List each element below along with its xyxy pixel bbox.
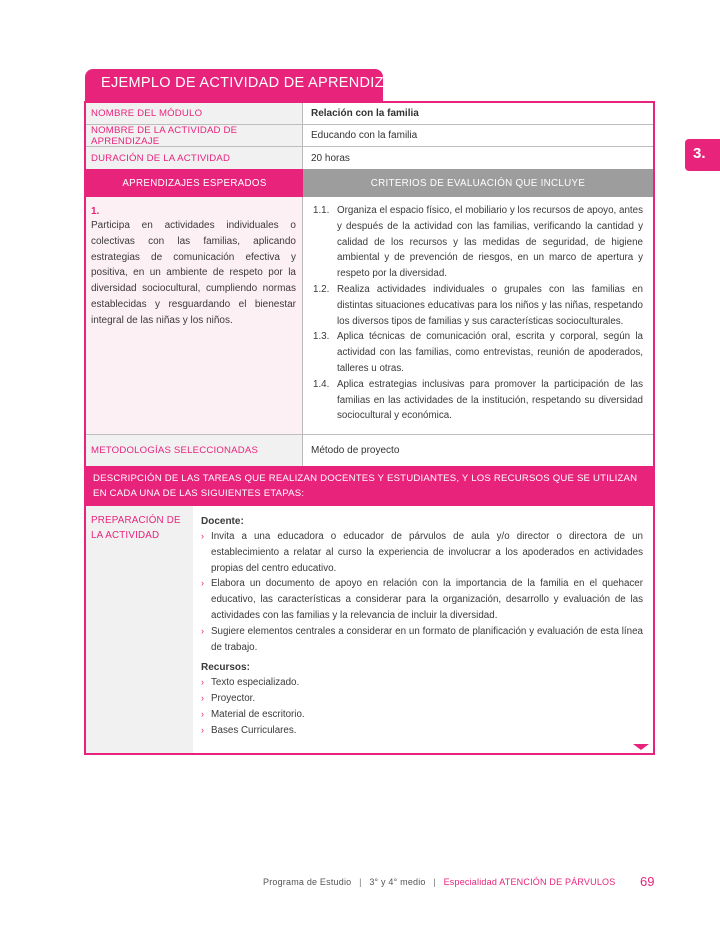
info-label: NOMBRE DE LA ACTIVIDAD DE APRENDIZAJE (86, 125, 303, 146)
info-value: Educando con la familia (311, 130, 418, 141)
footer-separator: | (359, 877, 362, 887)
criterio-number: 1.1. (313, 205, 330, 216)
recurso-item: › Proyector. (201, 691, 643, 707)
docente-item: › Elabora un documento de apoyo en relación con la importancia de la familia en el quehacer educativo, las características a considerar para la organización, desarrollo y evaluación de las actividades con las familias y la relevancia de incluir la diversidad. (201, 576, 643, 623)
aprendizajes-header: APRENDIZAJES ESPERADOS (86, 169, 303, 197)
recurso-item: › Texto especializado. (201, 675, 643, 691)
criterio-number: 1.3. (313, 331, 330, 343)
footer-program: Programa de Estudio (263, 877, 352, 887)
criterio-number: 1.4. (313, 378, 330, 390)
footer-specialty: Especialidad ATENCIÓN DE PÁRVULOS (443, 877, 616, 887)
aprendizaje-cell (86, 197, 303, 434)
info-row-module (86, 103, 653, 125)
recurso-item: › Material de escritorio. (201, 707, 643, 723)
docente-item: › Invita a una educadora o educador de párvulos de aula y/o director o directora de un establecimiento a relatar al curso la experiencia de involucrar a los apoderados en actividades propias del centro educativo. (201, 529, 643, 576)
descripcion-header: DESCRIPCIÓN DE LAS TAREAS QUE REALIZAN DOCENTES Y ESTUDIANTES, Y LOS RECURSOS QUE SE UTILIZAN EN CADA UNA DE LAS SIGUIENTES ETAPAS: (86, 466, 653, 506)
criterio-item (313, 282, 643, 329)
aprendizaje-number: 1. (91, 206, 100, 217)
criterio-number: 1.2. (313, 283, 330, 295)
footer-separator: | (433, 877, 436, 887)
preparacion-label: PREPARACIÓN DE LA ACTIVIDAD (86, 506, 193, 753)
metodologia-label: METODOLOGÍAS SELECCIONADAS (86, 435, 303, 466)
metodologia-row (86, 435, 653, 466)
criterios-header: CRITERIOS DE EVALUACIÓN QUE INCLUYE (303, 169, 653, 197)
criterio-item (313, 377, 643, 424)
info-row-activity (86, 125, 653, 147)
chevron-right-icon: › (201, 693, 204, 704)
criterio-text: Aplica técnicas de comunicación oral, escrita y corporal, según la actividad con las familias, como entrevistas, reunión de apoderados, talleres u otras. (337, 331, 643, 374)
criterio-item (313, 329, 643, 376)
docente-item: › Sugiere elementos centrales a considerar en un formato de planificación y evaluación de esta línea de trabajo. (201, 624, 643, 656)
page-number: 69 (640, 874, 655, 889)
chapter-tab: 3. (685, 139, 720, 171)
recurso-item: › Bases Curriculares. (201, 723, 643, 739)
criterio-text: Realiza actividades individuales o grupales con las familias en distintas situaciones educativas para los niños y las niñas, respetando los diversos tipos de familias y sus características socioculturales. (337, 283, 643, 327)
chevron-right-icon: › (201, 625, 204, 636)
docente-title: Docente: (201, 516, 244, 527)
criterio-item (313, 203, 643, 282)
footer-grade: 3° y 4° medio (369, 877, 426, 887)
info-row-duration (86, 147, 653, 169)
metodologia-value: Método de proyecto (311, 445, 400, 456)
criterios-cell (303, 197, 653, 434)
aprendizaje-text: Participa en actividades individuales o colectivas con las familias, aplicando estrategias de comunicación efectiva y positiva, en un ambiente de respeto por la diversidad sociocultural, cumpliendo normas establecidas y resguardando el bienestar integral de las niñas y los niños. (91, 220, 296, 326)
info-value: Relación con la familia (311, 108, 419, 119)
learning-row (86, 197, 653, 435)
chevron-right-icon: › (201, 724, 204, 735)
recursos-title: Recursos: (201, 662, 250, 674)
chevron-right-icon: › (201, 708, 204, 719)
info-label: NOMBRE DEL MÓDULO (86, 103, 303, 124)
info-label: DURACIÓN DE LA ACTIVIDAD (86, 147, 303, 169)
criterio-text: Aplica estrategias inclusivas para promover la participación de las familias en las actividades de la institución, respetando su diversidad sociocultural y económica. (337, 378, 643, 422)
activity-title: EJEMPLO DE ACTIVIDAD DE APRENDIZAJE (85, 69, 383, 102)
chevron-right-icon: › (201, 531, 204, 541)
criterio-text: Organiza el espacio físico, el mobiliario y los recursos de apoyo, antes y después de la actividad con las familias, verificando la cantidad y calidad de los recursos y las medidas de seguridad, de higiene ambiental y de prevención de riesgos, en un marco de apertura y respeto por la diversidad. (337, 205, 643, 280)
preparacion-content (193, 506, 653, 753)
continue-arrow-icon (633, 744, 649, 750)
activity-table (84, 101, 655, 755)
section-headers (86, 169, 653, 197)
chevron-right-icon: › (201, 578, 204, 589)
info-value: 20 horas (311, 152, 350, 164)
chevron-right-icon: › (201, 677, 204, 688)
preparacion-row (86, 506, 653, 753)
page-footer (263, 877, 615, 887)
